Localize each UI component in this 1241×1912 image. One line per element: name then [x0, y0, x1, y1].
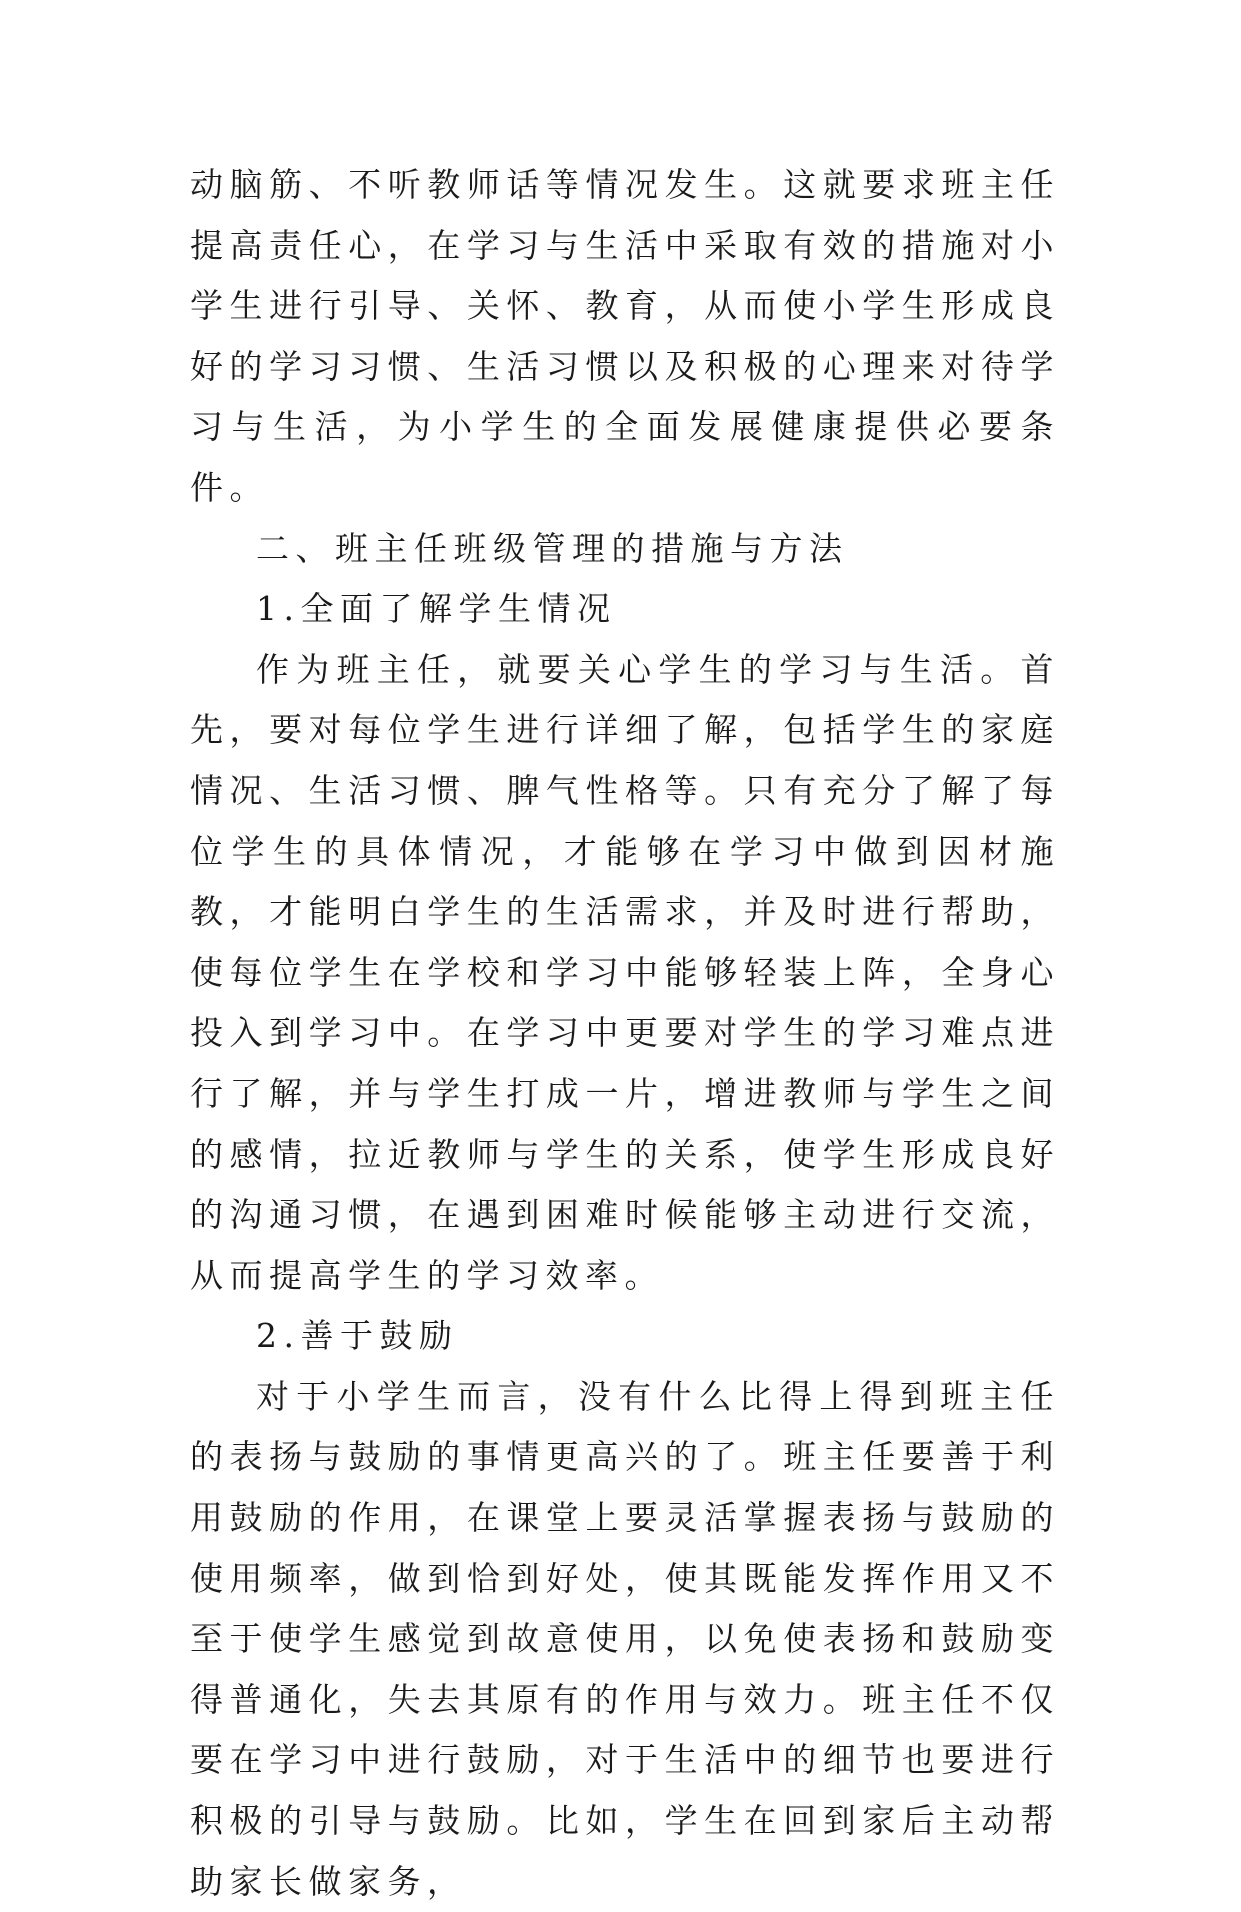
paragraph: 对于小学生而言，没有什么比得上得到班主任的表扬与鼓励的事情更高兴的了。班主任要善于利用鼓励的作用，在课堂上要灵活掌握表扬与鼓励的使用频率，做到恰到好处，使其既能发挥作用又不至于使学生感觉到故意使用，以免使表扬和鼓励变得普通化，失去其原有的作用与效力。班主任不仅要在学习中进行鼓励，对于生活中的细节也要进行积极的引导与鼓励。比如，学生在回到家后主动帮助家长做家务， — [190, 1376, 1060, 1901]
paragraph: 作为班主任，就要关心学生的学习与生活。首先，要对每位学生进行详细了解，包括学生的家庭情况、生活习惯、脾气性格等。只有充分了解了每位学生的具体情况，才能够在学习中做到因材施教，才能明白学生的生活需求，并及时进行帮助，使每位学生在学校和学习中能够轻装上阵，全身心投入到学习中。在学习中更要对学生的学习难点进行了解，并与学生打成一片，增进教师与学生之间的感情，拉近教师与学生的关系，使学生形成良好的沟通习惯，在遇到困难时候能够主动进行交流，从而提高学生的学习效率。 — [190, 649, 1060, 1295]
subsection-heading: 2.善于鼓励 — [256, 1316, 459, 1356]
document-body — [190, 155, 1060, 1912]
subsection-heading: 1.全面了解学生情况 — [256, 589, 617, 629]
paragraph-continuation: 动脑筋、不听教师话等情况发生。这就要求班主任提高责任心，在学习与生活中采取有效的措施对小学生进行引导、关怀、教育，从而使小学生形成良好的学习习惯、生活习惯以及积极的心理来对待学习与生活，为小学生的全面发展健康提供必要条件。 — [190, 165, 1060, 507]
section-heading: 二、班主任班级管理的措施与方法 — [256, 528, 849, 568]
